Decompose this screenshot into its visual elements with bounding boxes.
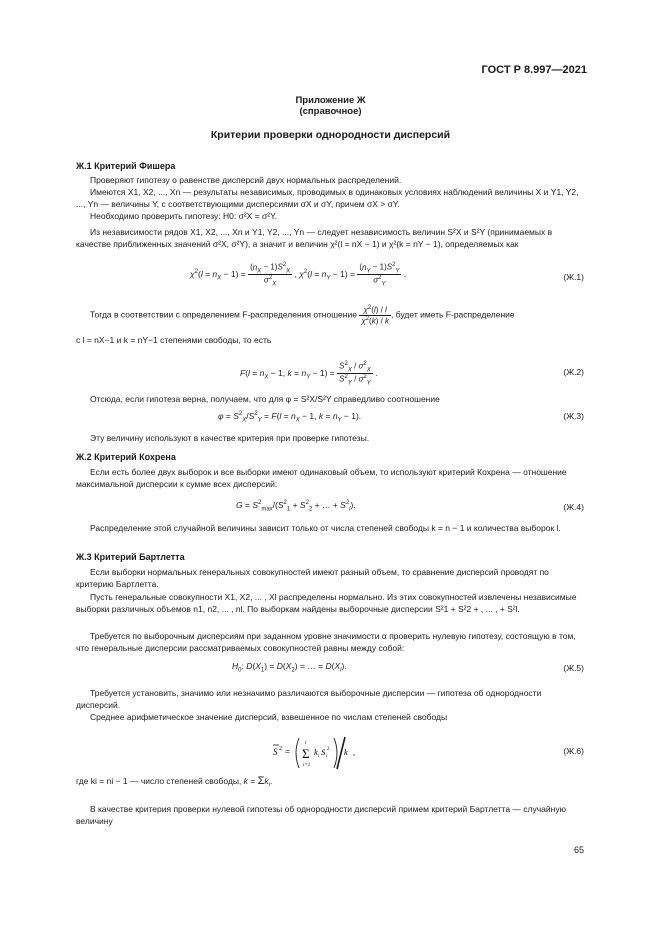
svg-text:S: S	[321, 747, 326, 757]
paragraph: Тогда в соответствии с определением F-распределения отношение $\frac{\chi^2(l) / l}{\chi^2(k) / k}$ , будет иметь F-распределение	[90, 305, 515, 326]
equation-number: (Ж.4)	[563, 502, 584, 512]
svg-text:i: i	[326, 754, 328, 759]
svg-text:l: l	[305, 741, 307, 746]
annex-subtitle: (справочное)	[299, 106, 362, 117]
paragraph: Отсюда, если гипотеза верна, получаем, что для φ = S²X/S²Y справедливо соотношение	[90, 394, 440, 404]
formula-null-hypothesis: $H_0$: $D(X_1) = D(X_2)$ = … = $D(X_l)$.	[232, 661, 347, 674]
paragraph: Распределение этой случайной величины зависит только от числа степеней свободы k = n − 1 и количества выборок l.	[90, 523, 561, 533]
weighted-variance-formula	[273, 735, 373, 771]
formula-cochran: $G = S^2_{max}/(S^2_1 + S^2_2$ + … + $S^2_l$).	[236, 500, 356, 513]
paragraph: Требуется по выборочным дисперсиям при заданном уровне значимости α проверить нулевую гипотезу, состоящую в том, что генеральные дисперсии рассматриваемых совокупностей равны между собой:	[76, 631, 576, 653]
paragraph: Пусть генеральные совокупности X1, X2, ... , Xl распределены нормально. Из этих совокупностей извлечены независимые выборки различных объемов n1, n2, ... , nl. По выборкам найдены выборочные дисперсии S²1 + S²2 + , ... , + S²l.	[76, 592, 577, 614]
section-heading-cochran: Ж.2 Критерий Кохрена	[76, 452, 176, 462]
paragraph: Если есть более двух выборок и все выборки имеют одинаковый объем, то используют критерий Кохрена — отношение максимальной дисперсии к сумме всех дисперсий:	[76, 467, 567, 489]
svg-text:k: k	[314, 747, 318, 757]
svg-text:,: ,	[353, 747, 356, 757]
svg-text:k: k	[344, 747, 348, 757]
formula-f-distribution: $F(l = n_X - 1$, $k = n_Y - 1$) = $\frac{S^2_X / \sigma^2_X}{S^2_Y / \sigma^2_Y}$ .	[240, 361, 378, 387]
annex-heading: Критерии проверки однородности дисперсий	[210, 129, 451, 141]
equation-number: (Ж.2)	[563, 367, 584, 377]
paragraph: с l = nX−1 и k = nY−1 степенями свободы, то есть	[76, 335, 272, 345]
svg-text:Σ: Σ	[302, 746, 310, 761]
paragraph: Требуется установить, значимо или незначимо различаются выборочные дисперсии — гипотеза об однородности дисперсий.	[76, 688, 542, 710]
standard-header: ГОСТ Р 8.997—2021	[481, 64, 587, 76]
paragraph: Проверяют гипотезу о равенстве дисперсий двух нормальных распределений.	[90, 175, 402, 185]
svg-text:2: 2	[279, 746, 282, 752]
formula-weighted-mean	[273, 735, 373, 773]
equation-number: (Ж.6)	[563, 746, 584, 756]
equation-number: (Ж.1)	[563, 272, 584, 282]
section-heading-bartlett: Ж.3 Критерий Бартлетта	[76, 552, 185, 562]
paragraph: Эту величину используют в качестве критерия при проверке гипотезы.	[90, 433, 370, 443]
paragraph: Если выборки нормальных генеральных совокупностей имеют разный объем, то сравнение дисперсий проводят по критерию Бартлетта.	[76, 567, 549, 589]
section-heading-fisher: Ж.1 Критерий Фишера	[76, 161, 176, 171]
svg-text:2: 2	[327, 747, 330, 752]
equation-number: (Ж.3)	[563, 411, 584, 421]
paragraph: Необходимо проверить гипотезу: H0: σ²X = σ²Y.	[90, 211, 278, 221]
svg-text:i: i	[318, 754, 320, 759]
paragraph: Имеются X1, X2, ..., Xn — результаты независимых, проводимых в одинаковых условиях наблюдений величины X и Y1, Y2, ..., Yn — величины Y, с соответствующими дисперсиями σX и σY, причем σX > σY.	[76, 187, 579, 209]
paragraph: В качестве критерия проверки нулевой гипотезы об однородности дисперсий примем критерий Бартлетта — случайную величину	[76, 804, 566, 826]
formula-chi-square: $\chi^2(l = n_X - 1)$ = $\frac{(n_X - 1)S^2_X}{\sigma^2_X}$ , $\chi^2(l = n_Y - 1)$ = $\frac{(n_Y - 1)S^2_Y}{\sigma^2_Y}$ .	[190, 262, 407, 288]
page-number: 65	[573, 845, 584, 855]
paragraph: Из независимости рядов X1, X2, ..., Xn и Y1, Y2, ..., Yn — следует независимость величин S²X и S²Y (принимаемых в качестве приближенных значений σ²X, σ²Y), а значит и величин χ²(l = nX − 1) и χ²(k = nY − 1), определяемых как	[76, 227, 553, 249]
paragraph: где ki = ni − 1 — число степеней свободы, $k = \Sigma k_i$.	[76, 775, 273, 789]
svg-text:i=1: i=1	[303, 763, 311, 768]
annex-title: Приложение Ж	[295, 95, 366, 106]
svg-text:S: S	[273, 747, 278, 757]
paragraph: Среднее арифметическое значение дисперсий, взвешенное по числам степеней свободы	[90, 712, 448, 722]
formula-phi: $\varphi = S^2_X/S^2_Y = F(l = n_X - 1$, $k = n_Y - 1$).	[218, 411, 362, 424]
equation-number: (Ж.5)	[563, 663, 584, 673]
svg-text:=: =	[285, 747, 291, 757]
